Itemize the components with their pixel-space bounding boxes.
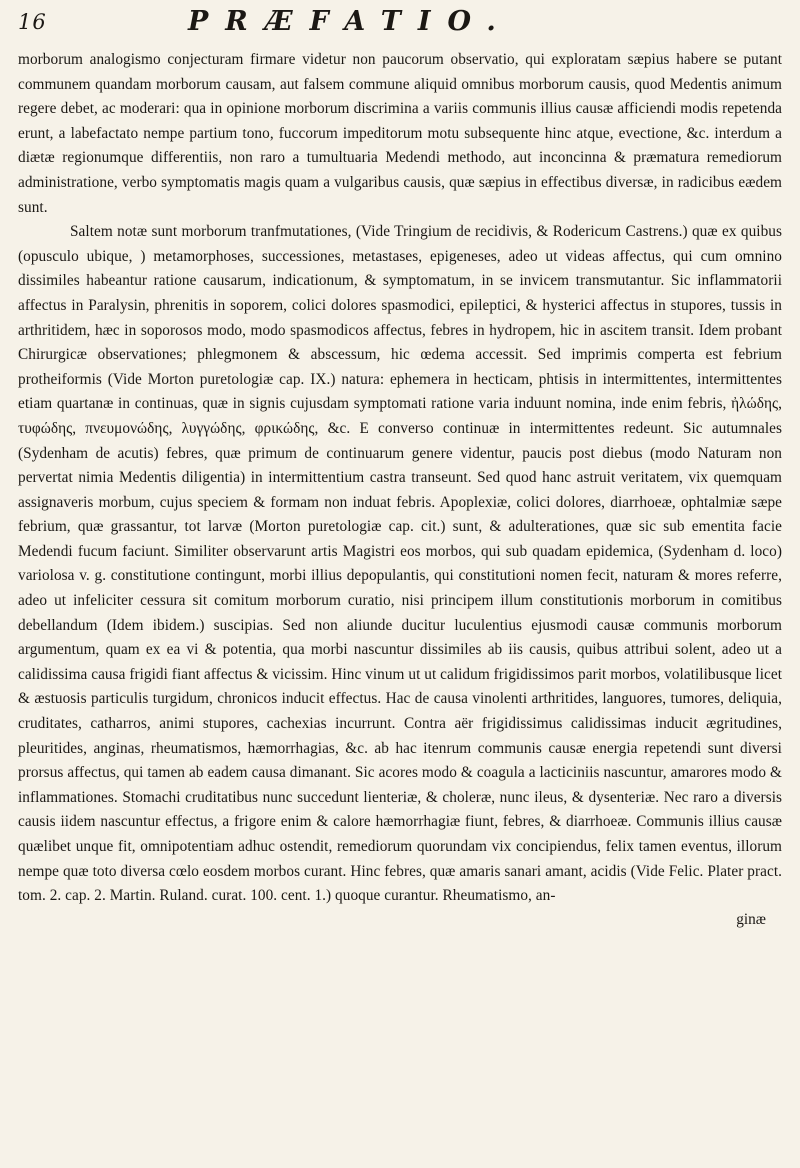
paragraph-continuation: morborum analogismo conjecturam firmare videtur non paucorum observatio, qui exploratam sæpius habere se putant communem quandam morborum causam, aut falsem commune aliquid omnibus morborum causis, quod Medentis animum regere debet, ac moderari: qua in opinione morborum discrimina a variis communis illius causæ afficiendi modis repetenda erunt, a labefactato nempe partium tono, fuccorum impeditorum motu subsequente hinc atque, evectione, &c. interdum a diætæ regionumque differentiis, non raro a tumultuaria Medendi methodo, aut inconcinna & præmatura remediorum administratione, verbo symptomatis magis quam a vulgaribus causis, quæ sæpius in effectibus diversæ, in radicibus eædem sunt. — [18, 51, 782, 216]
page-header — [18, 6, 782, 48]
running-title: PRÆFATIO. — [188, 6, 513, 37]
book-page — [18, 6, 782, 1162]
page-number: 16 — [18, 10, 47, 34]
paragraph: Saltem notæ sunt morborum tranfmutationes, (Vide Tringium de recidivis, & Rodericum Castrens.) quæ ex quibus (opusculo ubique, ) metamorphoses, successiones, metastases, epigeneses, adeo ut videas affectus, qui cum omnino dissimiles habeantur ratione causarum, indicationum, & symptomatum, in se invicem transmutantur. Sic inflammatorii affectus in Paralysin, phrenitis in soporem, colici dolores spasmodici, epileptici, & hysterici affectus in stupores, tussis in arthritidem, hæc in soporosos modo, modo spasmodicos affectus, febres in hydropem, hic in ascitem transit. Idem probant Chirurgicæ observationes; phlegmonem & abscessum, hic œdema accessit. Sed imprimis comperta est febrium protheiformis (Vide Morton puretologiæ cap. IX.) natura: ephemera in hecticam, phtisis in intermittentes, intermittentes etiam quartanæ in continuas, quæ in signis cujusdam symptomati ratione varia induunt nomina, inde enim febris, ἠλώδης, τυφώδης, πνευμονώδης, λυγγώδης, φρικώδης, &c. E converso continuæ in intermittentes redeunt. Sic autumnales (Sydenham de acutis) febres, quæ primum de continuarum genere videntur, paucis post diebus (modo Naturam non pervertat nimia Medentis diligentia) in intermittentium castra transeunt. Sed quod hanc astruit veritatem, vix quemquam assignaveris morbum, cujus speciem & formam non induat febris. Apoplexiæ, colici dolores, diarrhoeæ, ophtalmiæ sæpe febrium, quæ grassantur, tot larvæ (Morton puretologiæ cap. cit.) sunt, & adulterationes, quæ sic sub ementita facie Medendi fucum faciunt. Similiter observarunt artis Magistri eos morbos, qui sub quadam epidemica, (Sydenham d. loco) variolosa v. g. constitutione contingunt, morbi illius depopulantis, qui constitutioni nomen fecit, naturam & mores referre, adeo ut infeliciter cessura sit comitum morborum curatio, nisi principem illum constitutionis morborum in comitibus debellandum (Idem ibidem.) suscipias. Sed non aliunde ducitur luculentius ejusmodi causæ communis morborum argumentum, quam ex ea vi & potentia, qua morbi nascuntur dissimiles ab iis causis, quibus attribui solent, adeo ut a calidissima causa frigidi fiant affectus & vicissim. Hinc vinum ut ut calidum frigidissimos parit morbos, volatilibusque licet & æstuosis particulis turgidum, chronicos inducit effectus. Hac de causa vinolenti arthritides, languores, tumores, deliquia, cruditates, catharros, animi stupores, cachexias incurrunt. Contra aër frigidissimus calidissimas inducit ægritudines, pleuritides, anginas, rheumatismos, hæmorrhagias, &c. ab hac itenrum communis causæ energia repetendi sunt diversi prorsus affectus, qui tamen ab eadem causa dimanant. Sic acores modo & coagula a lacticiniis nascuntur, amarores modo & inflammationes. Stomachi cruditatibus nunc succedunt lienteriæ, & choleræ, nunc ileus, & dysenteriæ. Nec raro a diversis causis iidem nascuntur effectus, a frigore enim & calore hæmorrhagiæ fiunt, febres, & diarrhoeæ. Communis illius causæ quælibet unque fit, omnipotentiam adhuc ostendit, remediorum quorundam vix concipiendus, felix tamen eventus, illorum nempe quæ toto diversa cœlo eosdem morbos curant. Hinc febres, quæ amaris sanari amant, acidis (Vide Felic. Plater pract. tom. 2. cap. 2. Martin. Ruland. curat. 100. cent. 1.) quoque curantur. Rheumatismo, an- — [18, 223, 782, 905]
body-text — [18, 48, 782, 909]
catchword: ginæ — [736, 910, 766, 928]
